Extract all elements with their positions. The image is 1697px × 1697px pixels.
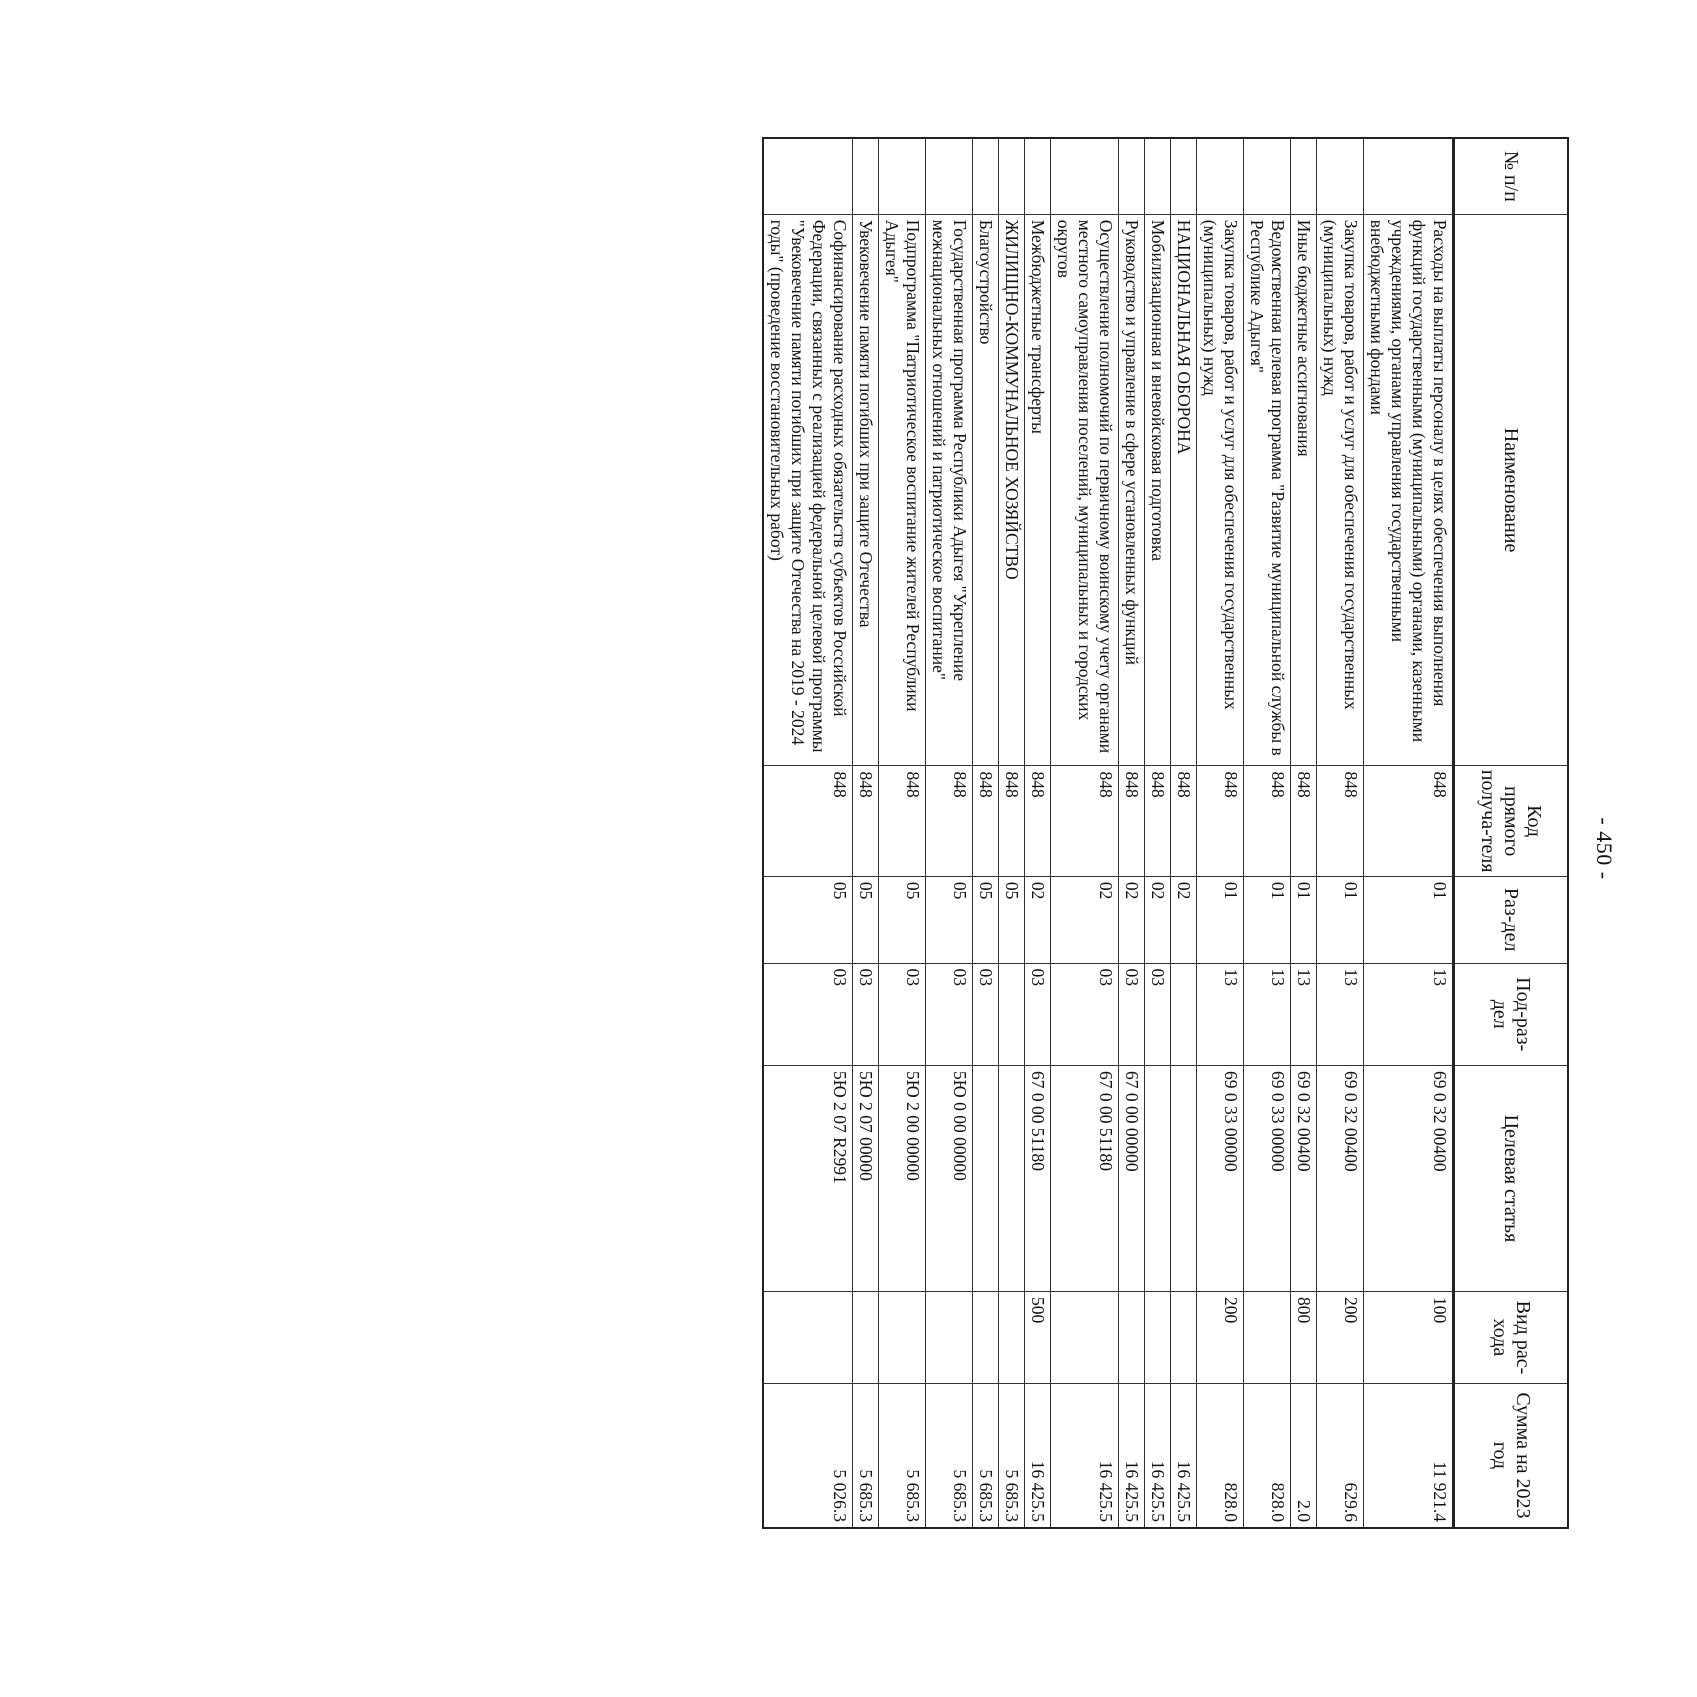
row-sum-cell: 5 685.3 (853, 1383, 879, 1528)
row-name-cell: Закупка товаров, работ и услуг для обеспечения государственных (муниципальных) нужд (1197, 214, 1244, 766)
document-page (497, 0, 1697, 1697)
row-recipient-code-cell: 848 (1119, 766, 1145, 876)
header-section: Раз-дел (1454, 876, 1569, 963)
table-row (1119, 138, 1145, 1528)
page-number: - 450 - (1592, 817, 1617, 880)
row-recipient-code-cell: 848 (1051, 766, 1119, 876)
row-section-cell: 05 (853, 876, 879, 963)
row-recipient-code-cell: 848 (879, 766, 926, 876)
row-name-cell: НАЦИОНАЛЬНАЯ ОБОРОНА (1171, 214, 1197, 766)
header-recipient-code: Код прямого получа-теля (1454, 766, 1569, 876)
row-target-article-cell: 69 0 32 00400 (1291, 1065, 1317, 1291)
row-subsection-cell: 13 (1244, 963, 1291, 1065)
row-num-cell (1291, 138, 1317, 214)
row-subsection-cell: 03 (1119, 963, 1145, 1065)
row-name-cell: Осуществление полномочий по первичному воинскому учету органами местного самоуправления поселений, муниципальных и городских округов (1051, 214, 1119, 766)
row-target-article-cell (1145, 1065, 1171, 1291)
table-row (1364, 138, 1454, 1528)
row-recipient-code-cell: 848 (763, 766, 853, 876)
row-num-cell (1364, 138, 1454, 214)
row-section-cell: 01 (1244, 876, 1291, 963)
row-recipient-code-cell: 848 (926, 766, 973, 876)
row-recipient-code-cell: 848 (973, 766, 999, 876)
row-num-cell (1197, 138, 1244, 214)
table-row (1244, 138, 1291, 1528)
row-expense-type-cell (853, 1291, 879, 1383)
row-name-cell: Увековечение памяти погибших при защите Отечества (853, 214, 879, 766)
row-sum-cell: 5 685.3 (879, 1383, 926, 1528)
row-name-cell: Подпрограмма "Патриотическое воспитание жителей Республики Адыгея" (879, 214, 926, 766)
row-num-cell (879, 138, 926, 214)
row-section-cell: 02 (1051, 876, 1119, 963)
row-sum-cell: 828.0 (1197, 1383, 1244, 1528)
table-row (973, 138, 999, 1528)
row-recipient-code-cell: 848 (853, 766, 879, 876)
row-num-cell (973, 138, 999, 214)
header-name: Наименование (1454, 214, 1569, 766)
row-num-cell (999, 138, 1025, 214)
row-expense-type-cell (1119, 1291, 1145, 1383)
row-name-cell: ЖИЛИЩНО-КОММУНАЛЬНОЕ ХОЗЯЙСТВО (999, 214, 1025, 766)
row-name-cell: Межбюджетные трансферты (1025, 214, 1051, 766)
row-sum-cell: 11 921.4 (1364, 1383, 1454, 1528)
row-num-cell (853, 138, 879, 214)
row-subsection-cell (999, 963, 1025, 1065)
row-subsection-cell (1171, 963, 1197, 1065)
row-expense-type-cell (879, 1291, 926, 1383)
row-name-cell: Иные бюджетные ассигнования (1291, 214, 1317, 766)
row-target-article-cell: 67 0 00 51180 (1025, 1065, 1051, 1291)
row-recipient-code-cell: 848 (1145, 766, 1171, 876)
row-expense-type-cell (973, 1291, 999, 1383)
row-name-cell: Софинансирование расходных обязательств субъектов Российской Федерации, связанных с реализацией федеральной целевой программы "Увековечение памяти погибших при защите Отечества на 2019 - 2024 годы" (проведение восстановительных работ) (763, 214, 853, 766)
row-num-cell (1317, 138, 1364, 214)
row-subsection-cell: 13 (1291, 963, 1317, 1065)
header-sum-2023: Сумма на 2023 год (1454, 1383, 1569, 1528)
row-num-cell (1051, 138, 1119, 214)
row-subsection-cell: 03 (1051, 963, 1119, 1065)
row-sum-cell: 5 685.3 (999, 1383, 1025, 1528)
row-recipient-code-cell: 848 (1317, 766, 1364, 876)
row-sum-cell: 16 425.5 (1051, 1383, 1119, 1528)
row-recipient-code-cell: 848 (999, 766, 1025, 876)
table-row (853, 138, 879, 1528)
row-expense-type-cell (999, 1291, 1025, 1383)
table-row (763, 138, 853, 1528)
header-expense-type: Вид рас-хода (1454, 1291, 1569, 1383)
row-recipient-code-cell: 848 (1291, 766, 1317, 876)
row-target-article-cell: 69 0 33 00000 (1244, 1065, 1291, 1291)
table-row (1145, 138, 1171, 1528)
table-row (1317, 138, 1364, 1528)
row-subsection-cell: 03 (763, 963, 853, 1065)
row-subsection-cell: 03 (879, 963, 926, 1065)
table-row (1051, 138, 1119, 1528)
row-section-cell: 01 (1291, 876, 1317, 963)
row-sum-cell: 629.6 (1317, 1383, 1364, 1528)
row-recipient-code-cell: 848 (1025, 766, 1051, 876)
row-expense-type-cell: 200 (1317, 1291, 1364, 1383)
row-sum-cell: 16 425.5 (1145, 1383, 1171, 1528)
row-sum-cell: 5 685.3 (926, 1383, 973, 1528)
row-subsection-cell: 13 (1197, 963, 1244, 1065)
row-num-cell (1171, 138, 1197, 214)
row-recipient-code-cell: 848 (1171, 766, 1197, 876)
row-sum-cell: 5 685.3 (973, 1383, 999, 1528)
table-row (1291, 138, 1317, 1528)
row-section-cell: 05 (879, 876, 926, 963)
row-expense-type-cell (1051, 1291, 1119, 1383)
row-subsection-cell: 03 (853, 963, 879, 1065)
row-target-article-cell (999, 1065, 1025, 1291)
row-target-article-cell: 67 0 00 00000 (1119, 1065, 1145, 1291)
row-sum-cell: 16 425.5 (1025, 1383, 1051, 1528)
row-target-article-cell: 69 0 33 00000 (1197, 1065, 1244, 1291)
row-target-article-cell: 69 0 32 00400 (1364, 1065, 1454, 1291)
row-num-cell (763, 138, 853, 214)
row-expense-type-cell (926, 1291, 973, 1383)
row-section-cell: 01 (1364, 876, 1454, 963)
row-subsection-cell: 03 (1025, 963, 1051, 1065)
row-section-cell: 05 (973, 876, 999, 963)
row-subsection-cell: 03 (926, 963, 973, 1065)
row-sum-cell: 16 425.5 (1171, 1383, 1197, 1528)
table-row (879, 138, 926, 1528)
row-target-article-cell (973, 1065, 999, 1291)
row-recipient-code-cell: 848 (1244, 766, 1291, 876)
row-expense-type-cell: 800 (1291, 1291, 1317, 1383)
row-expense-type-cell (1145, 1291, 1171, 1383)
table-row (1171, 138, 1197, 1528)
row-name-cell: Ведомственная целевая программа "Развитие муниципальной службы в Республике Адыгея" (1244, 214, 1291, 766)
table-header-row (1454, 138, 1569, 1528)
row-section-cell: 02 (1025, 876, 1051, 963)
row-target-article-cell: 5Ю 2 07 R2991 (763, 1065, 853, 1291)
row-section-cell: 05 (763, 876, 853, 963)
budget-table (762, 137, 1569, 1529)
row-section-cell: 02 (1119, 876, 1145, 963)
table-row (999, 138, 1025, 1528)
row-section-cell: 01 (1197, 876, 1244, 963)
row-name-cell: Расходы на выплаты персоналу в целях обеспечения выполнения функций государственными (муниципальными) органами, казенными учреждениями, органами управления государственными внебюджетными фондами (1364, 214, 1454, 766)
row-target-article-cell: 69 0 32 00400 (1317, 1065, 1364, 1291)
row-sum-cell: 2.0 (1291, 1383, 1317, 1528)
table-row (1025, 138, 1051, 1528)
table-row (926, 138, 973, 1528)
table-row (1197, 138, 1244, 1528)
row-num-cell (1244, 138, 1291, 214)
row-name-cell: Мобилизационная и вневойсковая подготовка (1145, 214, 1171, 766)
row-recipient-code-cell: 848 (1364, 766, 1454, 876)
row-sum-cell: 5 026.3 (763, 1383, 853, 1528)
row-name-cell: Государственная программа Республики Адыгея "Укрепление межнациональных отношений и патриотическое воспитание" (926, 214, 973, 766)
row-expense-type-cell: 500 (1025, 1291, 1051, 1383)
header-num: № п/п (1454, 138, 1569, 214)
row-target-article-cell (1171, 1065, 1197, 1291)
row-section-cell: 05 (926, 876, 973, 963)
row-target-article-cell: 67 0 00 51180 (1051, 1065, 1119, 1291)
row-recipient-code-cell: 848 (1197, 766, 1244, 876)
row-target-article-cell: 5Ю 2 07 00000 (853, 1065, 879, 1291)
row-subsection-cell: 03 (973, 963, 999, 1065)
row-section-cell: 05 (999, 876, 1025, 963)
row-name-cell: Закупка товаров, работ и услуг для обеспечения государственных (муниципальных) нужд (1317, 214, 1364, 766)
row-subsection-cell: 03 (1145, 963, 1171, 1065)
row-num-cell (1119, 138, 1145, 214)
row-section-cell: 01 (1317, 876, 1364, 963)
header-target-article: Целевая статья (1454, 1065, 1569, 1291)
row-expense-type-cell (763, 1291, 853, 1383)
row-sum-cell: 16 425.5 (1119, 1383, 1145, 1528)
row-expense-type-cell: 100 (1364, 1291, 1454, 1383)
table-body (763, 138, 1454, 1528)
row-name-cell: Руководство и управление в сфере установленных функций (1119, 214, 1145, 766)
row-expense-type-cell (1171, 1291, 1197, 1383)
row-section-cell: 02 (1171, 876, 1197, 963)
row-sum-cell: 828.0 (1244, 1383, 1291, 1528)
row-name-cell: Благоустройство (973, 214, 999, 766)
row-expense-type-cell: 200 (1197, 1291, 1244, 1383)
row-subsection-cell: 13 (1317, 963, 1364, 1065)
row-num-cell (1145, 138, 1171, 214)
row-expense-type-cell (1244, 1291, 1291, 1383)
row-num-cell (1025, 138, 1051, 214)
row-section-cell: 02 (1145, 876, 1171, 963)
row-target-article-cell: 5Ю 0 00 00000 (926, 1065, 973, 1291)
header-subsection: Под-раз-дел (1454, 963, 1569, 1065)
row-num-cell (926, 138, 973, 214)
row-subsection-cell: 13 (1364, 963, 1454, 1065)
row-target-article-cell: 5Ю 2 00 00000 (879, 1065, 926, 1291)
